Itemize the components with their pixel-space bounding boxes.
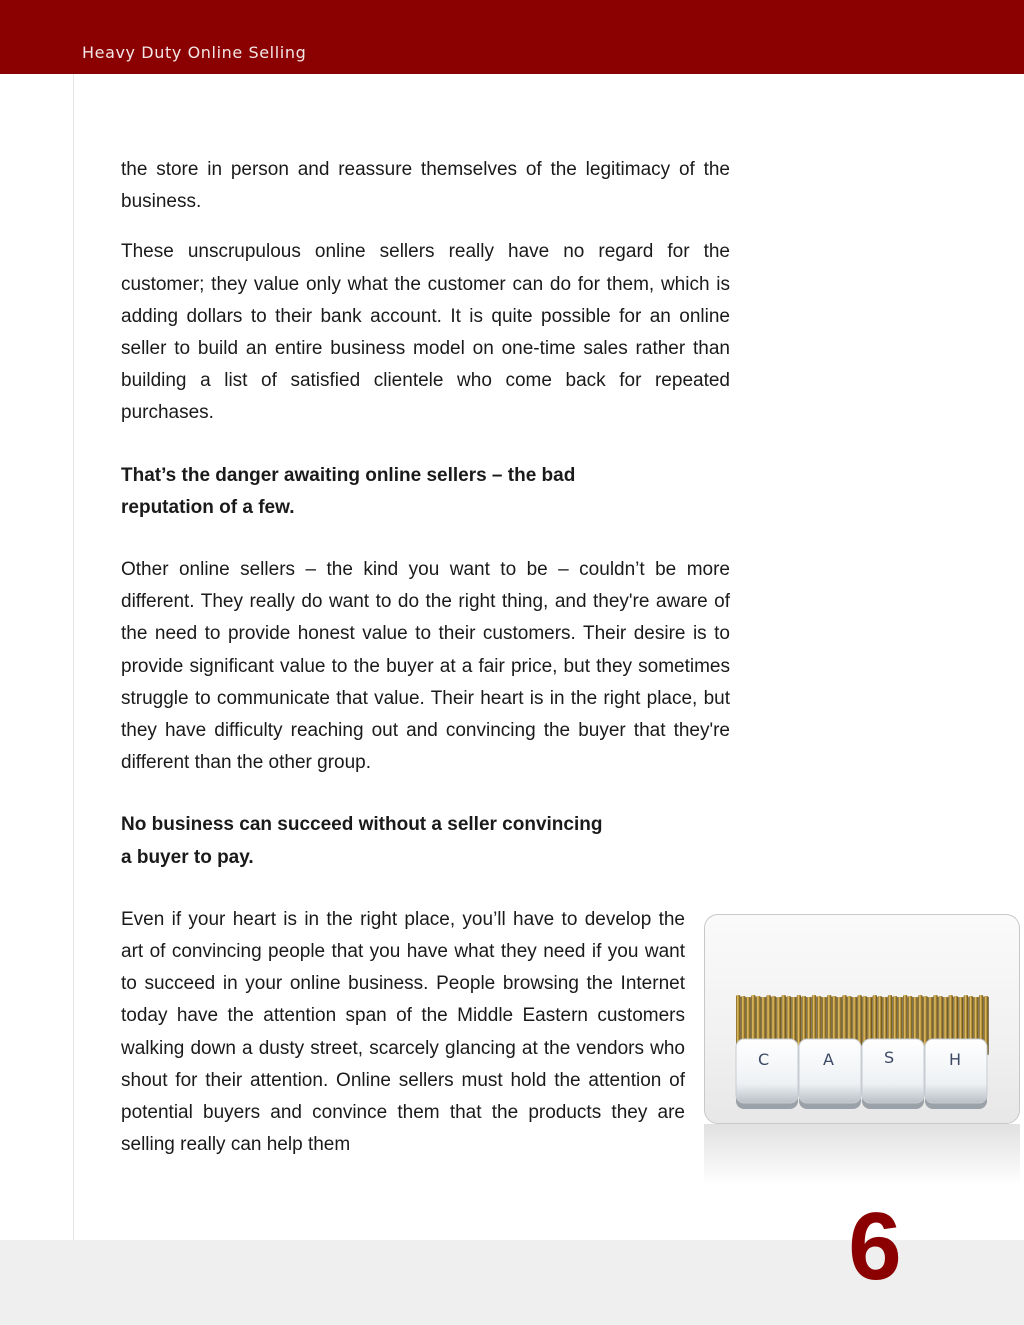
- page-number: 6: [848, 1193, 902, 1300]
- key-s: [862, 1039, 924, 1109]
- paragraph: Other online sellers – the kind you want to be – couldn’t be more different. They really do want to do the right thing, and they're aware of the need to provide honest value to their customers. Their desire is to provide significant value to the buyer at a fair price, but they sometimes struggle to communicate that value. Their heart is in the right place, but they have difficulty reaching out and convincing the buyer that they're different than the other group.: [121, 559, 730, 774]
- key-label: C: [758, 1050, 770, 1069]
- callout-heading: [121, 460, 730, 524]
- body-text: [121, 154, 730, 1161]
- callout-line: a buyer to pay.: [121, 846, 254, 868]
- cash-keys-illustration: [705, 915, 1019, 1123]
- key-label: S: [884, 1048, 895, 1067]
- paragraph: These unscrupulous online sellers really have no regard for the customer; they value only what the customer can do for them, which is adding dollars to their bank account. It is quite possible for an online seller to build an entire business model on one-time sales rather than building a list of satisfied clientele who come back for repeated purchases.: [121, 241, 730, 424]
- key-a: [799, 1039, 861, 1109]
- callout-heading: [121, 809, 730, 873]
- document-title: Heavy Duty Online Selling: [82, 43, 307, 62]
- key-h: [925, 1039, 987, 1109]
- key-label: A: [823, 1050, 834, 1069]
- callout-line: No business can succeed without a seller convincing: [121, 814, 603, 836]
- paragraph: the store in person and reassure themselves of the legitimacy of the business.: [121, 159, 730, 213]
- page-header: [0, 0, 1024, 74]
- callout-line: That’s the danger awaiting online sellers – the bad: [121, 464, 576, 486]
- paragraph: Even if your heart is in the right place, you’ll have to develop the art of convincing people that you have what they need if you want to succeed in your online business. People browsing the Internet today have the attention span of the Middle Eastern customers walking down a dusty street, scarcely glancing at the vendors who shout for their attention. Online sellers must hold the attention of potential buyers and convince them that the products they are selling really can help them: [121, 908, 685, 1156]
- callout-line: reputation of a few.: [121, 496, 295, 518]
- cash-keys-photo: [704, 914, 1020, 1124]
- key-c: [736, 1039, 798, 1109]
- photo-reflection: [704, 1124, 1020, 1186]
- margin-rule: [73, 74, 74, 1240]
- key-label: H: [949, 1050, 962, 1069]
- keyboard-keys: [736, 1039, 987, 1109]
